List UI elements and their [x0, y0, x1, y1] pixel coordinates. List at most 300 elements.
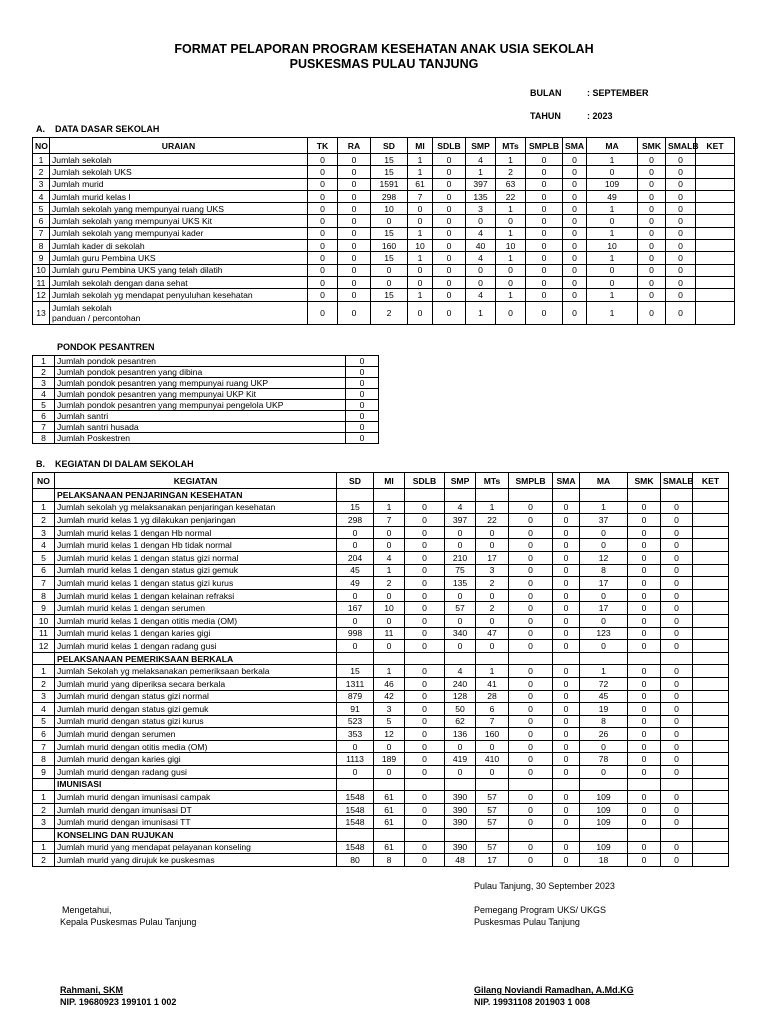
cell-value: 0	[509, 690, 553, 703]
empty-cell	[405, 829, 445, 842]
cell-value	[693, 526, 729, 539]
cell-value: 0	[496, 276, 526, 288]
row-number: 6	[33, 728, 55, 741]
cell-value: 0	[553, 501, 580, 514]
cell-value: 0	[466, 264, 496, 276]
cell-value: 1113	[337, 753, 374, 766]
cell-value: 0	[563, 178, 587, 190]
table-row	[33, 690, 729, 703]
empty-cell	[509, 489, 553, 502]
row-label: Jumlah sekolah yang mempunyai kader	[50, 227, 308, 239]
cell-value: 0	[509, 602, 553, 615]
empty-cell	[661, 829, 693, 842]
cell-value: 0	[661, 841, 693, 854]
table-row	[33, 627, 729, 640]
cell-value: 10	[408, 240, 433, 252]
cell-value: 0	[553, 854, 580, 867]
cell-value: 1	[374, 564, 405, 577]
empty-cell	[580, 778, 628, 791]
cell-value: 1	[587, 154, 638, 166]
column-header: SMPLB	[526, 138, 563, 154]
cell-value: 0	[628, 766, 661, 779]
row-number: 3	[33, 690, 55, 703]
cell-value: 135	[466, 190, 496, 202]
cell-value: 0	[509, 766, 553, 779]
cell-value: 0	[638, 178, 666, 190]
row-number: 12	[33, 640, 55, 653]
cell-value: 0	[476, 640, 509, 653]
empty-cell	[661, 652, 693, 665]
cell-value: 0	[587, 215, 638, 227]
cell-value: 0	[476, 614, 509, 627]
right-sign-line2: Puskesmas Pulau Tanjung	[474, 917, 580, 927]
cell-value: 0	[553, 589, 580, 602]
column-header: SDLB	[433, 138, 466, 154]
cell-value: 0	[405, 740, 445, 753]
cell-value: 0	[661, 791, 693, 804]
cell-value: 0	[338, 203, 371, 215]
cell-value: 0	[553, 677, 580, 690]
cell-value: 0	[509, 614, 553, 627]
empty-cell	[337, 489, 374, 502]
cell-value: 0	[661, 690, 693, 703]
cell-value: 57	[476, 803, 509, 816]
row-label: Jumlah murid dengan status gizi kurus	[55, 715, 337, 728]
cell-value: 0	[338, 154, 371, 166]
cell-value: 10	[371, 203, 408, 215]
cell-value: 109	[580, 841, 628, 854]
cell-value: 523	[337, 715, 374, 728]
cell-value: 17	[476, 551, 509, 564]
empty-cell	[628, 652, 661, 665]
table-row	[33, 715, 729, 728]
cell-value	[693, 539, 729, 552]
row-label: Jumlah guru Pembina UKS yang telah dilatih	[50, 264, 308, 276]
cell-value: 0	[661, 564, 693, 577]
cell-value: 0	[628, 627, 661, 640]
cell-value: 0	[509, 564, 553, 577]
cell-value: 0	[308, 166, 338, 178]
row-label: Jumlah murid kelas 1 dengan radang gusi	[55, 640, 337, 653]
cell-value: 17	[580, 602, 628, 615]
row-number: 5	[33, 203, 50, 215]
row-label: Jumlah sekolah	[50, 154, 308, 166]
empty-cell	[661, 778, 693, 791]
table-row	[33, 378, 379, 389]
empty-cell	[337, 652, 374, 665]
cell-value: 0	[666, 154, 696, 166]
cell-value: 0	[405, 803, 445, 816]
cell-value: 0	[509, 551, 553, 564]
cell-value: 0	[408, 203, 433, 215]
cell-value: 0	[308, 154, 338, 166]
cell-value	[693, 551, 729, 564]
cell-value: 0	[587, 276, 638, 288]
cell-value: 0	[526, 264, 563, 276]
cell-value: 61	[374, 816, 405, 829]
cell-value: 0	[563, 166, 587, 178]
cell-value: 15	[337, 501, 374, 514]
cell-value: 0	[628, 803, 661, 816]
row-number	[33, 778, 55, 791]
empty-cell	[337, 829, 374, 842]
column-header: TK	[308, 138, 338, 154]
column-header: SMALB	[666, 138, 696, 154]
cell-value	[693, 703, 729, 716]
row-label: Jumlah murid kelas 1 dengan status gizi normal	[55, 551, 337, 564]
row-label: Jumlah sekolah panduan / percontohan	[50, 301, 308, 324]
cell-value: 10	[587, 240, 638, 252]
cell-value: 0	[346, 400, 379, 411]
cell-value: 63	[496, 178, 526, 190]
cell-value: 0	[445, 539, 476, 552]
bulan-value: : SEPTEMBER	[587, 88, 649, 98]
cell-value: 0	[346, 389, 379, 400]
cell-value: 0	[628, 728, 661, 741]
row-number: 2	[33, 803, 55, 816]
empty-cell	[405, 778, 445, 791]
row-number: 4	[33, 703, 55, 716]
cell-value: 210	[445, 551, 476, 564]
row-number	[33, 489, 55, 502]
row-label: Jumlah murid	[50, 178, 308, 190]
cell-value: 0	[405, 564, 445, 577]
cell-value: 15	[371, 154, 408, 166]
cell-value: 0	[371, 276, 408, 288]
cell-value: 80	[337, 854, 374, 867]
cell-value	[693, 564, 729, 577]
cell-value: 340	[445, 627, 476, 640]
table-row	[33, 703, 729, 716]
cell-value: 0	[466, 215, 496, 227]
row-number: 1	[33, 841, 55, 854]
row-number: 9	[33, 602, 55, 615]
row-label: Jumlah kader di sekolah	[50, 240, 308, 252]
cell-value: 0	[433, 166, 466, 178]
table-row	[33, 602, 729, 615]
group-title: PELAKSANAAN PENJARINGAN KESEHATAN	[55, 489, 337, 502]
row-label: Jumlah murid dengan imunisasi campak	[55, 791, 337, 804]
kegiatan-sekolah-table	[32, 472, 729, 867]
cell-value: 0	[433, 301, 466, 324]
cell-value: 0	[666, 203, 696, 215]
cell-value: 0	[628, 816, 661, 829]
cell-value: 1	[496, 203, 526, 215]
bulan-label: BULAN	[530, 88, 562, 98]
cell-value: 160	[371, 240, 408, 252]
cell-value: 0	[526, 178, 563, 190]
cell-value: 419	[445, 753, 476, 766]
cell-value: 0	[405, 640, 445, 653]
cell-value	[693, 665, 729, 678]
cell-value: 0	[509, 577, 553, 590]
cell-value: 0	[509, 791, 553, 804]
cell-value: 19	[580, 703, 628, 716]
cell-value: 0	[553, 526, 580, 539]
cell-value: 0	[628, 703, 661, 716]
cell-value: 0	[563, 190, 587, 202]
cell-value: 0	[433, 240, 466, 252]
cell-value: 0	[638, 240, 666, 252]
cell-value: 1	[466, 166, 496, 178]
empty-cell	[553, 829, 580, 842]
row-label: Jumlah sekolah yang mempunyai ruang UKS	[50, 203, 308, 215]
left-signer-nip: NIP. 19680923 199101 1 002	[60, 997, 177, 1007]
cell-value: 1311	[337, 677, 374, 690]
cell-value: 353	[337, 728, 374, 741]
cell-value: 8	[580, 715, 628, 728]
cell-value: 0	[405, 703, 445, 716]
cell-value: 0	[553, 703, 580, 716]
cell-value: 0	[553, 841, 580, 854]
cell-value: 0	[405, 665, 445, 678]
empty-cell	[509, 652, 553, 665]
row-number: 7	[33, 227, 50, 239]
cell-value: 1	[408, 154, 433, 166]
cell-value: 7	[408, 190, 433, 202]
cell-value: 0	[338, 178, 371, 190]
cell-value: 0	[496, 264, 526, 276]
row-number: 2	[33, 367, 55, 378]
cell-value: 0	[433, 203, 466, 215]
cell-value: 1	[496, 252, 526, 264]
cell-value: 15	[371, 166, 408, 178]
cell-value: 0	[405, 539, 445, 552]
cell-value: 0	[509, 728, 553, 741]
group-header-row	[33, 652, 729, 665]
row-number: 5	[33, 715, 55, 728]
column-header: MTs	[476, 473, 509, 489]
row-label: Jumlah murid dengan status gizi gemuk	[55, 703, 337, 716]
cell-value: 0	[337, 766, 374, 779]
cell-value: 0	[563, 289, 587, 301]
left-sign-line1: Mengetahui,	[62, 905, 112, 915]
cell-value: 48	[445, 854, 476, 867]
column-header: MI	[408, 138, 433, 154]
row-number: 7	[33, 740, 55, 753]
cell-value: 1	[587, 301, 638, 324]
row-label: Jumlah murid yang dirujuk ke puskesmas	[55, 854, 337, 867]
cell-value: 0	[405, 551, 445, 564]
empty-cell	[580, 489, 628, 502]
table-row	[33, 400, 379, 411]
cell-value: 22	[496, 190, 526, 202]
cell-value: 61	[408, 178, 433, 190]
cell-value	[693, 728, 729, 741]
cell-value: 0	[509, 627, 553, 640]
cell-value: 0	[661, 728, 693, 741]
cell-value: 0	[553, 627, 580, 640]
cell-value: 1	[408, 289, 433, 301]
empty-cell	[374, 778, 405, 791]
cell-value	[696, 154, 735, 166]
cell-value: 0	[337, 614, 374, 627]
report-title-line2: PUSKESMAS PULAU TANJUNG	[289, 57, 479, 71]
cell-value	[693, 841, 729, 854]
cell-value: 0	[587, 166, 638, 178]
cell-value: 0	[374, 539, 405, 552]
cell-value	[693, 501, 729, 514]
column-header: SMA	[553, 473, 580, 489]
row-number: 1	[33, 791, 55, 804]
cell-value	[696, 227, 735, 239]
cell-value: 1	[587, 252, 638, 264]
cell-value: 0	[580, 766, 628, 779]
cell-value: 2	[496, 166, 526, 178]
cell-value: 1	[408, 227, 433, 239]
cell-value: 0	[661, 715, 693, 728]
cell-value: 0	[526, 215, 563, 227]
cell-value: 0	[661, 627, 693, 640]
cell-value: 390	[445, 841, 476, 854]
row-number: 8	[33, 433, 55, 444]
cell-value: 0	[666, 264, 696, 276]
cell-value: 0	[553, 728, 580, 741]
cell-value: 0	[666, 215, 696, 227]
cell-value: 0	[638, 264, 666, 276]
cell-value: 0	[405, 577, 445, 590]
column-header: NO	[33, 473, 55, 489]
row-number: 8	[33, 240, 50, 252]
row-label: Jumlah murid kelas 1 dengan status gizi kurus	[55, 577, 337, 590]
cell-value: 0	[563, 215, 587, 227]
cell-value: 0	[628, 589, 661, 602]
row-number: 1	[33, 154, 50, 166]
cell-value: 57	[476, 791, 509, 804]
cell-value: 0	[433, 190, 466, 202]
cell-value: 0	[628, 665, 661, 678]
cell-value: 1	[476, 665, 509, 678]
cell-value: 0	[509, 740, 553, 753]
cell-value: 4	[466, 227, 496, 239]
cell-value: 1	[466, 301, 496, 324]
cell-value: 0	[666, 227, 696, 239]
cell-value: 61	[374, 841, 405, 854]
row-number: 9	[33, 252, 50, 264]
cell-value: 61	[374, 791, 405, 804]
cell-value: 0	[628, 514, 661, 527]
cell-value: 0	[526, 190, 563, 202]
right-signer-nip: NIP. 19931108 201903 1 008	[474, 997, 590, 1007]
table-row	[33, 539, 729, 552]
tahun-value: : 2023	[587, 111, 613, 121]
row-number: 3	[33, 378, 55, 389]
cell-value: 72	[580, 677, 628, 690]
cell-value: 40	[466, 240, 496, 252]
cell-value: 7	[374, 514, 405, 527]
row-number: 2	[33, 166, 50, 178]
cell-value: 0	[563, 264, 587, 276]
cell-value: 0	[405, 627, 445, 640]
cell-value: 0	[405, 501, 445, 514]
empty-cell	[374, 652, 405, 665]
cell-value: 0	[405, 766, 445, 779]
empty-cell	[628, 489, 661, 502]
cell-value: 0	[580, 589, 628, 602]
cell-value	[696, 166, 735, 178]
table-row	[33, 252, 735, 264]
cell-value: 0	[628, 539, 661, 552]
cell-value: 1548	[337, 841, 374, 854]
cell-value: 0	[405, 602, 445, 615]
cell-value: 0	[308, 252, 338, 264]
table-row	[33, 753, 729, 766]
table-row	[33, 389, 379, 400]
row-number: 3	[33, 526, 55, 539]
cell-value: 15	[371, 252, 408, 264]
cell-value: 0	[346, 356, 379, 367]
cell-value: 0	[509, 514, 553, 527]
cell-value: 0	[661, 539, 693, 552]
cell-value: 0	[408, 301, 433, 324]
cell-value: 91	[337, 703, 374, 716]
cell-value	[696, 252, 735, 264]
cell-value: 0	[476, 589, 509, 602]
column-header: SMK	[628, 473, 661, 489]
empty-cell	[445, 652, 476, 665]
cell-value: 0	[509, 677, 553, 690]
empty-cell	[628, 778, 661, 791]
row-number: 1	[33, 665, 55, 678]
data-dasar-sekolah-table	[32, 137, 735, 325]
row-label: Jumlah murid kelas 1 dengan Hb normal	[55, 526, 337, 539]
row-label: Jumlah pondok pesantren yang mempunyai UKP Kit	[55, 389, 346, 400]
row-label: Jumlah murid kelas 1 dengan karies gigi	[55, 627, 337, 640]
cell-value: 0	[587, 264, 638, 276]
cell-value: 3	[374, 703, 405, 716]
place-date: Pulau Tanjung, 30 September 2023	[474, 881, 615, 891]
cell-value: 0	[346, 433, 379, 444]
cell-value: 0	[553, 665, 580, 678]
cell-value: 0	[628, 551, 661, 564]
group-header-row	[33, 829, 729, 842]
empty-cell	[553, 652, 580, 665]
cell-value	[693, 766, 729, 779]
cell-value: 0	[526, 276, 563, 288]
row-number: 11	[33, 276, 50, 288]
row-label: Jumlah murid kelas 1 dengan status gizi gemuk	[55, 564, 337, 577]
cell-value: 0	[509, 715, 553, 728]
empty-cell	[476, 652, 509, 665]
cell-value: 0	[509, 501, 553, 514]
cell-value: 50	[445, 703, 476, 716]
cell-value: 46	[374, 677, 405, 690]
cell-value: 0	[526, 203, 563, 215]
cell-value	[696, 190, 735, 202]
cell-value: 11	[374, 627, 405, 640]
cell-value: 3	[466, 203, 496, 215]
row-number: 6	[33, 564, 55, 577]
cell-value: 0	[526, 166, 563, 178]
cell-value: 167	[337, 602, 374, 615]
cell-value	[693, 602, 729, 615]
cell-value: 0	[509, 640, 553, 653]
cell-value: 1	[496, 227, 526, 239]
cell-value: 0	[661, 501, 693, 514]
cell-value: 0	[476, 526, 509, 539]
cell-value: 0	[638, 190, 666, 202]
cell-value: 0	[374, 640, 405, 653]
cell-value: 4	[445, 501, 476, 514]
cell-value: 0	[628, 690, 661, 703]
cell-value: 0	[433, 252, 466, 264]
cell-value: 390	[445, 803, 476, 816]
cell-value: 0	[405, 753, 445, 766]
cell-value: 0	[638, 289, 666, 301]
row-label: Jumlah pondok pesantren	[55, 356, 346, 367]
table-row	[33, 665, 729, 678]
column-header: KET	[693, 473, 729, 489]
